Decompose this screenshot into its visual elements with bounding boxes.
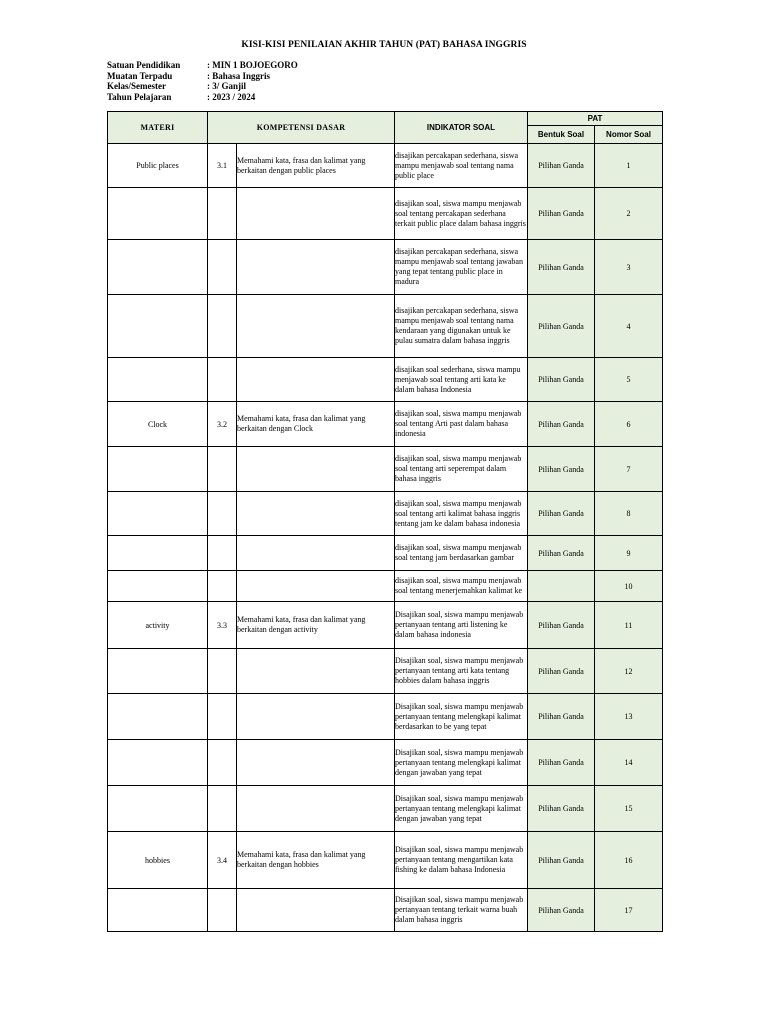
kd-text-cell	[237, 786, 395, 832]
nomor-soal-cell: 6	[595, 402, 663, 447]
kd-text-cell	[237, 295, 395, 358]
materi-cell	[108, 188, 208, 240]
bentuk-soal-cell: Pilihan Ganda	[528, 536, 595, 571]
kd-text-cell	[237, 358, 395, 402]
kd-number-cell	[208, 889, 237, 932]
nomor-soal-cell: 5	[595, 358, 663, 402]
kd-number-cell	[208, 740, 237, 786]
kd-text-cell	[237, 649, 395, 694]
materi-cell	[108, 571, 208, 602]
nomor-soal-cell: 7	[595, 447, 663, 492]
kd-text-cell: Memahami kata, frasa dan kalimat yang berkaitan dengan public places	[237, 144, 395, 188]
bentuk-soal-cell: Pilihan Ganda	[528, 240, 595, 295]
indikator-cell: disajikan soal sederhana, siswa mampu menjawab soal tentang arti kata ke dalam bahasa Indonesia	[395, 358, 528, 402]
meta-row-kelas	[107, 81, 298, 92]
materi-cell	[108, 492, 208, 536]
bentuk-soal-cell: Pilihan Ganda	[528, 889, 595, 932]
materi-cell	[108, 295, 208, 358]
table-row	[108, 786, 663, 832]
materi-cell	[108, 240, 208, 295]
bentuk-soal-cell: Pilihan Ganda	[528, 188, 595, 240]
table-row	[108, 447, 663, 492]
nomor-soal-cell: 13	[595, 694, 663, 740]
kd-number-cell: 3.3	[208, 602, 237, 649]
kd-number-cell	[208, 492, 237, 536]
bentuk-soal-cell: Pilihan Ganda	[528, 144, 595, 188]
kd-number-cell: 3.1	[208, 144, 237, 188]
header-pat: PAT	[528, 112, 663, 126]
table-row	[108, 694, 663, 740]
nomor-soal-cell: 9	[595, 536, 663, 571]
meta-label: Kelas/Semester	[107, 81, 166, 91]
bentuk-soal-cell: Pilihan Ganda	[528, 402, 595, 447]
nomor-soal-cell: 16	[595, 832, 663, 889]
indikator-cell: Disajikan soal, siswa mampu menjawab pertanyaan tentang melengkapi kalimat berdasarkan to be yang tepat	[395, 694, 528, 740]
kd-text-cell	[237, 694, 395, 740]
kd-number-cell	[208, 358, 237, 402]
header-bentuk-soal: Bentuk Soal	[528, 126, 595, 144]
indikator-cell: Disajikan soal, siswa mampu menjawab pertanyaan tentang mengartikan kata fishing ke dalam bahasa Indonesia	[395, 832, 528, 889]
materi-cell	[108, 536, 208, 571]
nomor-soal-cell: 10	[595, 571, 663, 602]
header-kompetensi-dasar: KOMPETENSI DASAR	[208, 112, 395, 144]
bentuk-soal-cell: Pilihan Ganda	[528, 358, 595, 402]
table-row	[108, 492, 663, 536]
table-row	[108, 402, 663, 447]
materi-cell	[108, 358, 208, 402]
bentuk-soal-cell: Pilihan Ganda	[528, 786, 595, 832]
materi-cell: hobbies	[108, 832, 208, 889]
materi-cell	[108, 649, 208, 694]
materi-cell	[108, 889, 208, 932]
materi-cell: Public places	[108, 144, 208, 188]
meta-row-satuan	[107, 60, 298, 71]
kd-number-cell: 3.4	[208, 832, 237, 889]
nomor-soal-cell: 1	[595, 144, 663, 188]
kd-text-cell: Memahami kata, frasa dan kalimat yang berkaitan dengan Clock	[237, 402, 395, 447]
nomor-soal-cell: 3	[595, 240, 663, 295]
kd-text-cell: Memahami kata, frasa dan kalimat yang berkaitan dengan activity	[237, 602, 395, 649]
meta-block	[107, 60, 298, 102]
indikator-cell: disajikan soal, siswa mampu menjawab soal tentang percakapan sederhana terkait public place dalam bahasa inggris	[395, 188, 528, 240]
indikator-cell: Disajikan soal, siswa mampu menjawab pertanyaan tentang melengkapi kalimat dengan jawaban yang tepat	[395, 786, 528, 832]
meta-value: : Bahasa Inggris	[207, 70, 271, 81]
nomor-soal-cell: 2	[595, 188, 663, 240]
nomor-soal-cell: 11	[595, 602, 663, 649]
meta-label: Muatan Terpadu	[107, 70, 173, 81]
nomor-soal-cell: 12	[595, 649, 663, 694]
kd-text-cell	[237, 536, 395, 571]
nomor-soal-cell: 15	[595, 786, 663, 832]
document-title: KISI-KISI PENILAIAN AKHIR TAHUN (PAT) BAHASA INGGRIS	[241, 40, 527, 50]
table-row	[108, 571, 663, 602]
table-row	[108, 889, 663, 932]
meta-label: Satuan Pendidikan	[107, 60, 181, 70]
meta-row-muatan	[107, 71, 298, 82]
meta-value: : 3/ Ganjil	[207, 81, 247, 91]
kd-text-cell: Memahami kata, frasa dan kalimat yang berkaitan dengan hobbies	[237, 832, 395, 889]
meta-value: : MIN 1 BOJOEGORO	[207, 60, 298, 70]
kd-number-cell	[208, 571, 237, 602]
table-row	[108, 295, 663, 358]
materi-cell: activity	[108, 602, 208, 649]
materi-cell: Clock	[108, 402, 208, 447]
table-row	[108, 358, 663, 402]
kd-number-cell	[208, 649, 237, 694]
kd-number-cell	[208, 240, 237, 295]
bentuk-soal-cell: Pilihan Ganda	[528, 447, 595, 492]
bentuk-soal-cell: Pilihan Ganda	[528, 694, 595, 740]
nomor-soal-cell: 17	[595, 889, 663, 932]
table-row	[108, 649, 663, 694]
indikator-cell: disajikan soal, siswa mampu menjawab soal tentang Arti past dalam bahasa indonesia	[395, 402, 528, 447]
table-row	[108, 240, 663, 295]
bentuk-soal-cell: Pilihan Ganda	[528, 649, 595, 694]
kd-text-cell	[237, 188, 395, 240]
kd-text-cell	[237, 240, 395, 295]
kd-text-cell	[237, 447, 395, 492]
kd-number-cell	[208, 295, 237, 358]
kd-number-cell	[208, 694, 237, 740]
meta-value: : 2023 / 2024	[207, 91, 256, 102]
materi-cell	[108, 447, 208, 492]
indikator-cell: disajikan percakapan sederhana, siswa mampu menjawab soal tentang nama kendaraan yang digunakan untuk ke pulau sumatra dalam bahasa inggris	[395, 295, 528, 358]
header-materi: MATERI	[108, 112, 208, 144]
bentuk-soal-cell: Pilihan Ganda	[528, 740, 595, 786]
table-row	[108, 740, 663, 786]
bentuk-soal-cell	[528, 571, 595, 602]
kd-text-cell	[237, 740, 395, 786]
kd-text-cell	[237, 571, 395, 602]
indikator-cell: Disajikan soal, siswa mampu menjawab pertanyaan tentang arti kata tentang hobbies dalam bahasa inggris	[395, 649, 528, 694]
indikator-cell: disajikan soal, siswa mampu menjawab soal tentang jam berdasarkan gambar	[395, 536, 528, 571]
kd-text-cell	[237, 889, 395, 932]
indikator-cell: Disajikan soal, siswa mampu menjawab pertanyaan tentang terkait warna buah dalam bahasa inggris	[395, 889, 528, 932]
table-row	[108, 832, 663, 889]
indikator-cell: disajikan soal, siswa mampu menjawab soal tentang menerjemahkan kalimat ke	[395, 571, 528, 602]
table-row	[108, 188, 663, 240]
kd-number-cell	[208, 786, 237, 832]
materi-cell	[108, 694, 208, 740]
indikator-cell: disajikan percakapan sederhana, siswa mampu menjawab soal tentang nama public place	[395, 144, 528, 188]
bentuk-soal-cell: Pilihan Ganda	[528, 602, 595, 649]
header-nomor-soal: Nomor Soal	[595, 126, 663, 144]
indikator-cell: disajikan soal, siswa mampu menjawab soal tentang arti kalimat bahasa inggris tentang jam ke dalam bahasa indonesia	[395, 492, 528, 536]
bentuk-soal-cell: Pilihan Ganda	[528, 832, 595, 889]
bentuk-soal-cell: Pilihan Ganda	[528, 295, 595, 358]
indikator-cell: disajikan percakapan sederhana, siswa mampu menjawab soal tentang jawaban yang tepat tentang public place in madura	[395, 240, 528, 295]
kd-number-cell	[208, 536, 237, 571]
indikator-cell: Disajikan soal, siswa mampu menjawab pertanyaan tentang melengkapi kalimat dengan jawaban yang tepat	[395, 740, 528, 786]
materi-cell	[108, 740, 208, 786]
header-indikator-soal: INDIKATOR SOAL	[395, 112, 528, 144]
meta-row-tahun	[107, 92, 298, 103]
kd-text-cell	[237, 492, 395, 536]
nomor-soal-cell: 4	[595, 295, 663, 358]
materi-cell	[108, 786, 208, 832]
indikator-cell: Disajikan soal, siswa mampu menjawab pertanyaan tentang arti listening ke dalam bahasa indonesia	[395, 602, 528, 649]
bentuk-soal-cell: Pilihan Ganda	[528, 492, 595, 536]
meta-label: Tahun Pelajaran	[107, 91, 172, 102]
kd-number-cell	[208, 447, 237, 492]
table-row	[108, 602, 663, 649]
nomor-soal-cell: 14	[595, 740, 663, 786]
nomor-soal-cell: 8	[595, 492, 663, 536]
indikator-cell: disajikan soal, siswa mampu menjawab soal tentang arti seperempat dalam bahasa inggris	[395, 447, 528, 492]
kisi-kisi-table	[107, 111, 663, 932]
table-row	[108, 144, 663, 188]
kd-number-cell	[208, 188, 237, 240]
kd-number-cell: 3.2	[208, 402, 237, 447]
table-row	[108, 536, 663, 571]
